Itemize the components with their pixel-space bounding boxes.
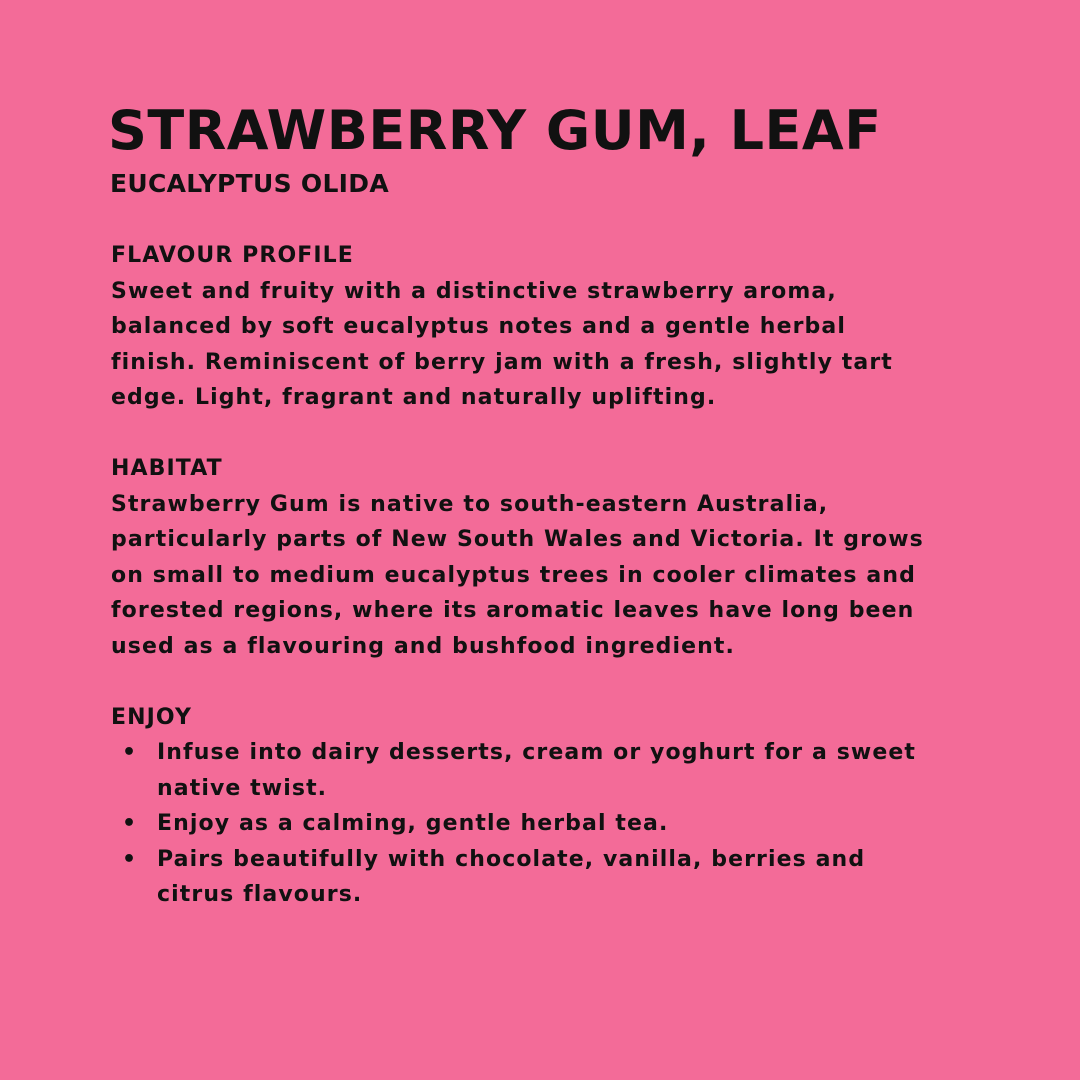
list-item [111, 735, 1011, 806]
list-item-line: Infuse into dairy desserts, cream or yoghurt for a sweet [157, 740, 916, 765]
habitat-line: Strawberry Gum is native to south-eastern Australia, [111, 491, 829, 517]
content-body [111, 238, 1011, 913]
flavour-profile-line: balanced by soft eucalyptus notes and a gentle herbal [111, 314, 846, 339]
botanical-name: EUCALYPTUS OLIDA [110, 169, 389, 198]
habitat-heading: HABITAT [111, 456, 223, 481]
habitat-section [111, 451, 1011, 664]
bullet-icon: • [122, 811, 138, 836]
list-item-line: Enjoy as a calming, gentle herbal tea. [157, 811, 669, 836]
habitat-line: on small to medium eucalyptus trees in cooler climates and [111, 562, 916, 588]
enjoy-list [111, 735, 1011, 913]
bullet-icon: • [122, 740, 138, 765]
enjoy-section [111, 700, 1011, 913]
product-title: STRAWBERRY GUM, LEAF [108, 99, 882, 162]
list-item [111, 806, 1011, 842]
list-item-line: Pairs beautifully with chocolate, vanilla, berries and [157, 846, 866, 872]
enjoy-heading: ENJOY [111, 704, 192, 730]
habitat-line: forested regions, where its aromatic leaves have long been [111, 598, 915, 623]
list-item-line: native twist. [157, 775, 328, 801]
bullet-icon: • [122, 846, 138, 872]
list-item-line: citrus flavours. [157, 882, 363, 907]
flavour-profile-line: Sweet and fruity with a distinctive strawberry aroma, [111, 278, 837, 304]
list-item [111, 842, 1011, 913]
flavour-profile-line: edge. Light, fragrant and naturally uplifting. [111, 385, 717, 410]
flavour-profile-heading: FLAVOUR PROFILE [111, 243, 354, 268]
flavour-profile-line: finish. Reminiscent of berry jam with a fresh, slightly tart [111, 349, 893, 375]
habitat-line: particularly parts of New South Wales and Victoria. It grows [111, 527, 924, 552]
habitat-line: used as a flavouring and bushfood ingredient. [111, 633, 735, 659]
flavour-profile-section [111, 238, 1011, 416]
